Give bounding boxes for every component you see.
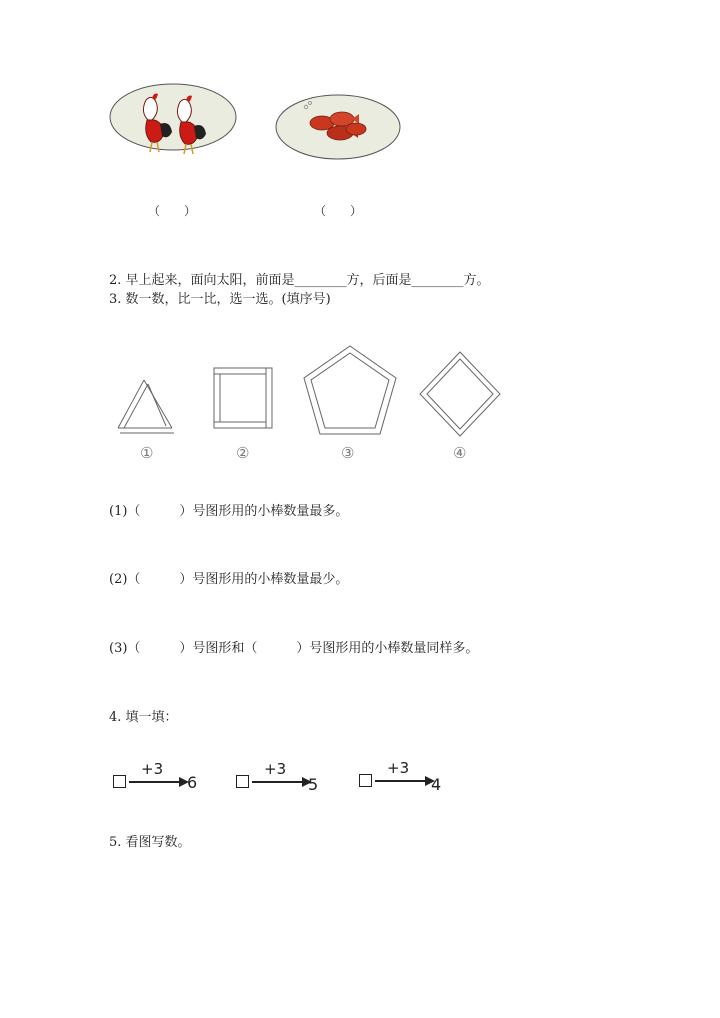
plate-right-blank[interactable]: （ ） [314, 204, 363, 218]
plate-left-blank[interactable]: （ ） [148, 204, 197, 218]
q3-sub-2[interactable]: (2)（ ）号图形用的小棒数量最少。 [109, 572, 349, 587]
arrow-result: 6 [187, 773, 198, 792]
q3-sub-1[interactable]: (1)（ ）号图形用的小棒数量最多。 [109, 504, 349, 519]
answer-box[interactable] [113, 775, 126, 788]
shape-label-3: ③ [341, 444, 355, 462]
shape-label-1: ① [140, 444, 154, 462]
shapes-figure [108, 340, 508, 470]
shape-diamond [420, 352, 500, 436]
shape-pentagon [304, 346, 396, 434]
shape-triangle [118, 380, 174, 433]
q2-text: 2. 早上起来，面向太阳，前面是________方，后面是________方。 [109, 273, 490, 288]
plate-right [270, 85, 405, 170]
arrow-op-label: +3 [141, 760, 164, 778]
q3-sub-3[interactable]: (3)（ ）号图形和（ ）号图形用的小棒数量同样多。 [109, 641, 479, 656]
arrow-right-icon [129, 776, 189, 788]
arrow-result: 4 [431, 775, 442, 794]
arrow-item-3 [359, 759, 449, 793]
arrow-right-icon [375, 775, 435, 787]
shape-label-4: ④ [453, 444, 467, 462]
answer-box[interactable] [359, 774, 372, 787]
arrow-right-icon [252, 776, 312, 788]
answer-box[interactable] [236, 775, 249, 788]
plate-left [100, 80, 245, 170]
q5-title: 5. 看图写数。 [109, 835, 191, 850]
arrow-op-label: +3 [387, 759, 410, 777]
shape-label-2: ② [236, 444, 250, 462]
arrow-op-label: +3 [264, 760, 287, 778]
q1-section [100, 80, 420, 230]
q3-title: 3. 数一数，比一比，选一选。(填序号) [109, 292, 331, 307]
arrow-item-2 [236, 760, 326, 794]
arrow-item-1 [113, 760, 203, 794]
q4-title: 4. 填一填： [109, 710, 178, 725]
arrow-result: 5 [308, 775, 319, 794]
shape-square [214, 368, 272, 428]
